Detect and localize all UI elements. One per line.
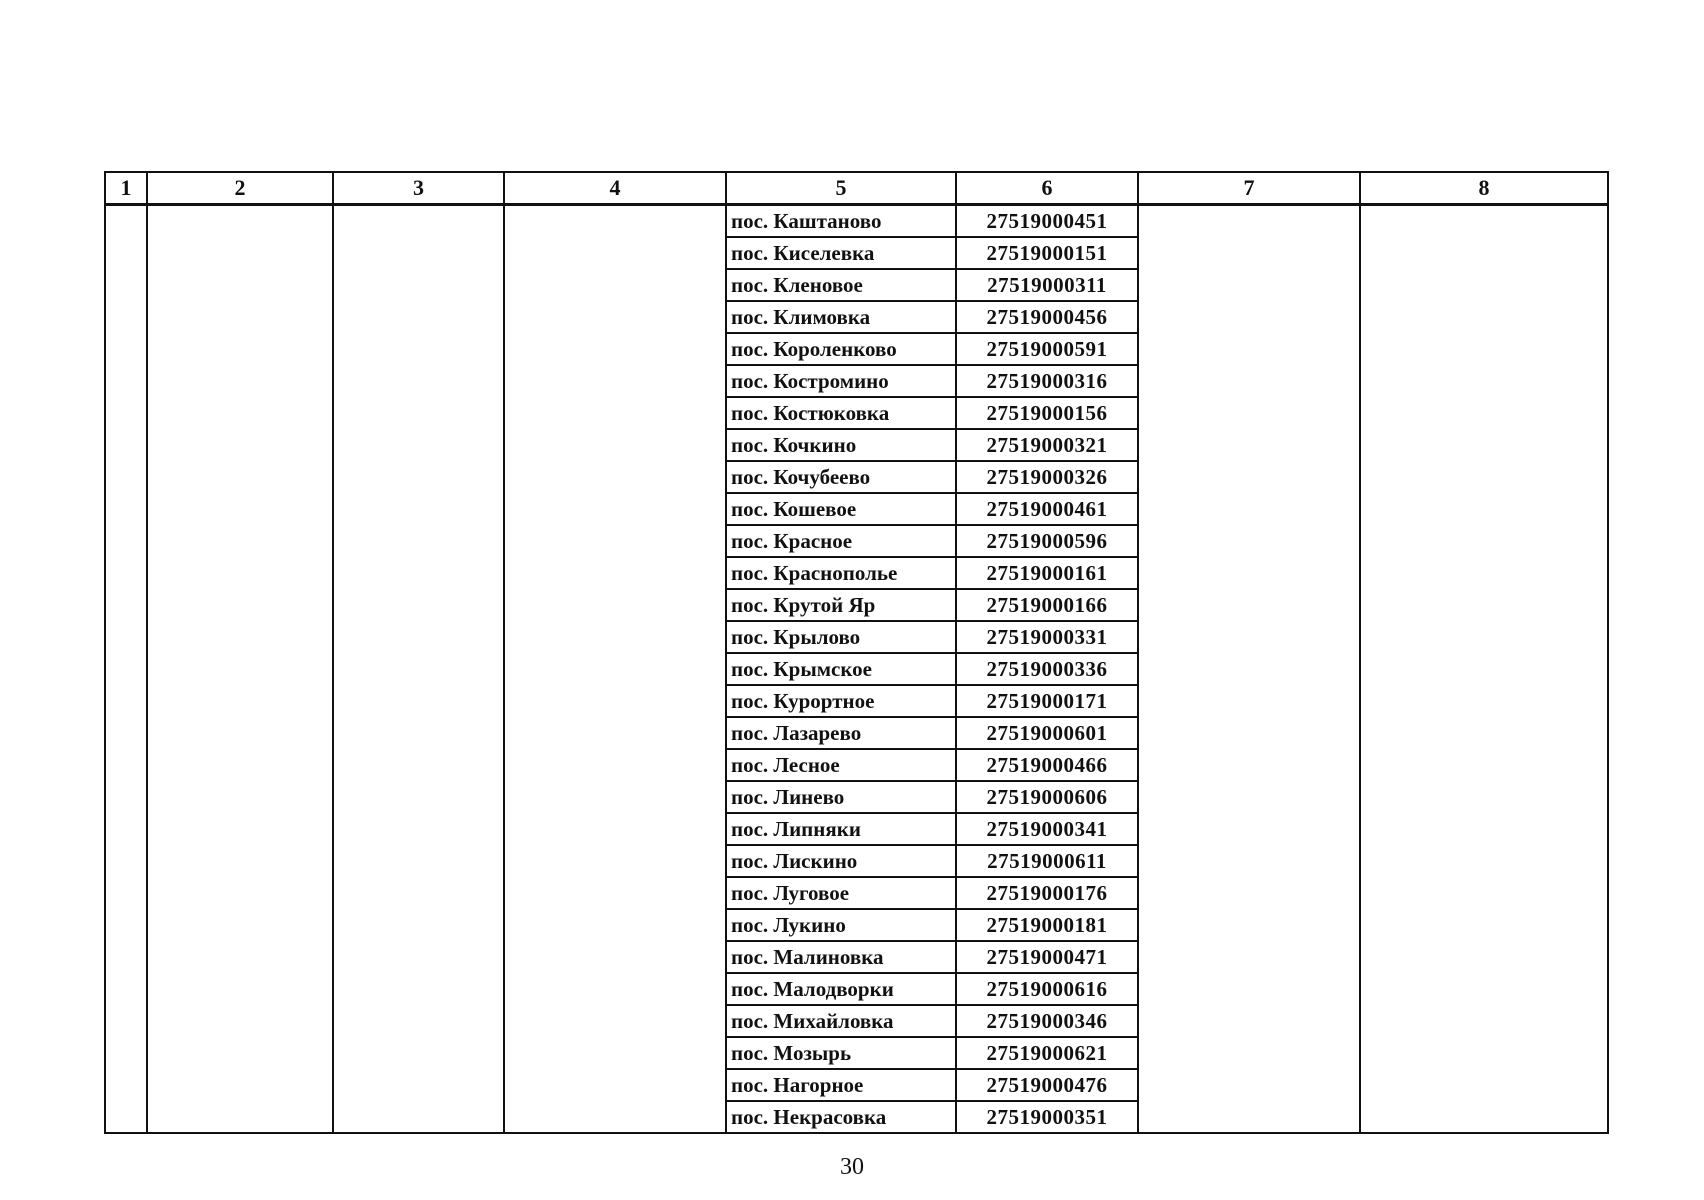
- settlement-code-cell: 27519000181: [956, 909, 1138, 941]
- settlement-code-cell: 27519000351: [956, 1101, 1138, 1133]
- settlement-name-cell: пос. Кошевое: [726, 493, 956, 525]
- settlement-code-cell: 27519000466: [956, 749, 1138, 781]
- settlement-name-cell: пос. Красное: [726, 525, 956, 557]
- empty-column-1-cell: [105, 205, 147, 1134]
- settlement-code-cell: 27519000166: [956, 589, 1138, 621]
- settlement-code-cell: 27519000311: [956, 269, 1138, 301]
- settlement-code-cell: 27519000471: [956, 941, 1138, 973]
- column-number-4: 4: [504, 172, 726, 205]
- column-number-row: [105, 172, 1608, 205]
- empty-column-4-cell: [504, 205, 726, 1134]
- settlement-code-cell: 27519000611: [956, 845, 1138, 877]
- settlement-name-cell: пос. Некрасовка: [726, 1101, 956, 1133]
- settlement-code-cell: 27519000341: [956, 813, 1138, 845]
- settlement-name-cell: пос. Липняки: [726, 813, 956, 845]
- settlement-name-cell: пос. Кленовое: [726, 269, 956, 301]
- table-row: [105, 205, 1608, 238]
- settlement-name-cell: пос. Краснополье: [726, 557, 956, 589]
- settlement-name-cell: пос. Мозырь: [726, 1037, 956, 1069]
- settlement-name-cell: пос. Кочкино: [726, 429, 956, 461]
- column-number-8: 8: [1360, 172, 1608, 205]
- empty-column-2-cell: [147, 205, 333, 1134]
- settlement-code-cell: 27519000346: [956, 1005, 1138, 1037]
- settlement-name-cell: пос. Михайловка: [726, 1005, 956, 1037]
- settlement-name-cell: пос. Курортное: [726, 685, 956, 717]
- settlement-code-cell: 27519000616: [956, 973, 1138, 1005]
- column-number-7: 7: [1138, 172, 1360, 205]
- settlement-register-table: [104, 171, 1609, 1134]
- settlement-code-cell: 27519000596: [956, 525, 1138, 557]
- settlement-name-cell: пос. Короленково: [726, 333, 956, 365]
- column-number-3: 3: [333, 172, 504, 205]
- settlement-name-cell: пос. Костромино: [726, 365, 956, 397]
- settlement-name-cell: пос. Крымское: [726, 653, 956, 685]
- settlement-code-cell: 27519000156: [956, 397, 1138, 429]
- settlement-name-cell: пос. Малодворки: [726, 973, 956, 1005]
- settlement-code-cell: 27519000476: [956, 1069, 1138, 1101]
- settlement-code-cell: 27519000171: [956, 685, 1138, 717]
- settlement-name-cell: пос. Лесное: [726, 749, 956, 781]
- settlement-name-cell: пос. Каштаново: [726, 205, 956, 238]
- empty-column-8-cell: [1360, 205, 1608, 1134]
- empty-column-3-cell: [333, 205, 504, 1134]
- settlement-name-cell: пос. Лукино: [726, 909, 956, 941]
- page-number: 30: [840, 1154, 864, 1180]
- settlement-code-cell: 27519000456: [956, 301, 1138, 333]
- column-number-1: 1: [105, 172, 147, 205]
- settlement-name-cell: пос. Киселевка: [726, 237, 956, 269]
- settlement-code-cell: 27519000336: [956, 653, 1138, 685]
- settlement-code-cell: 27519000151: [956, 237, 1138, 269]
- settlement-name-cell: пос. Лазарево: [726, 717, 956, 749]
- settlement-code-cell: 27519000606: [956, 781, 1138, 813]
- settlement-code-cell: 27519000601: [956, 717, 1138, 749]
- table-header: [105, 172, 1608, 205]
- column-number-6: 6: [956, 172, 1138, 205]
- settlement-name-cell: пос. Климовка: [726, 301, 956, 333]
- settlement-name-cell: пос. Луговое: [726, 877, 956, 909]
- settlement-name-cell: пос. Крылово: [726, 621, 956, 653]
- settlement-name-cell: пос. Кочубеево: [726, 461, 956, 493]
- settlement-code-cell: 27519000451: [956, 205, 1138, 238]
- column-number-5: 5: [726, 172, 956, 205]
- settlement-code-cell: 27519000321: [956, 429, 1138, 461]
- settlement-name-cell: пос. Нагорное: [726, 1069, 956, 1101]
- column-number-2: 2: [147, 172, 333, 205]
- table-body: [105, 205, 1608, 1134]
- settlement-name-cell: пос. Малиновка: [726, 941, 956, 973]
- settlement-code-cell: 27519000326: [956, 461, 1138, 493]
- settlement-code-cell: 27519000621: [956, 1037, 1138, 1069]
- empty-column-7-cell: [1138, 205, 1360, 1134]
- settlement-code-cell: 27519000331: [956, 621, 1138, 653]
- settlement-code-cell: 27519000161: [956, 557, 1138, 589]
- settlement-code-cell: 27519000176: [956, 877, 1138, 909]
- settlement-name-cell: пос. Крутой Яр: [726, 589, 956, 621]
- settlement-code-cell: 27519000591: [956, 333, 1138, 365]
- settlement-name-cell: пос. Лискино: [726, 845, 956, 877]
- settlement-name-cell: пос. Линево: [726, 781, 956, 813]
- settlement-name-cell: пос. Костюковка: [726, 397, 956, 429]
- settlement-code-cell: 27519000461: [956, 493, 1138, 525]
- settlement-code-cell: 27519000316: [956, 365, 1138, 397]
